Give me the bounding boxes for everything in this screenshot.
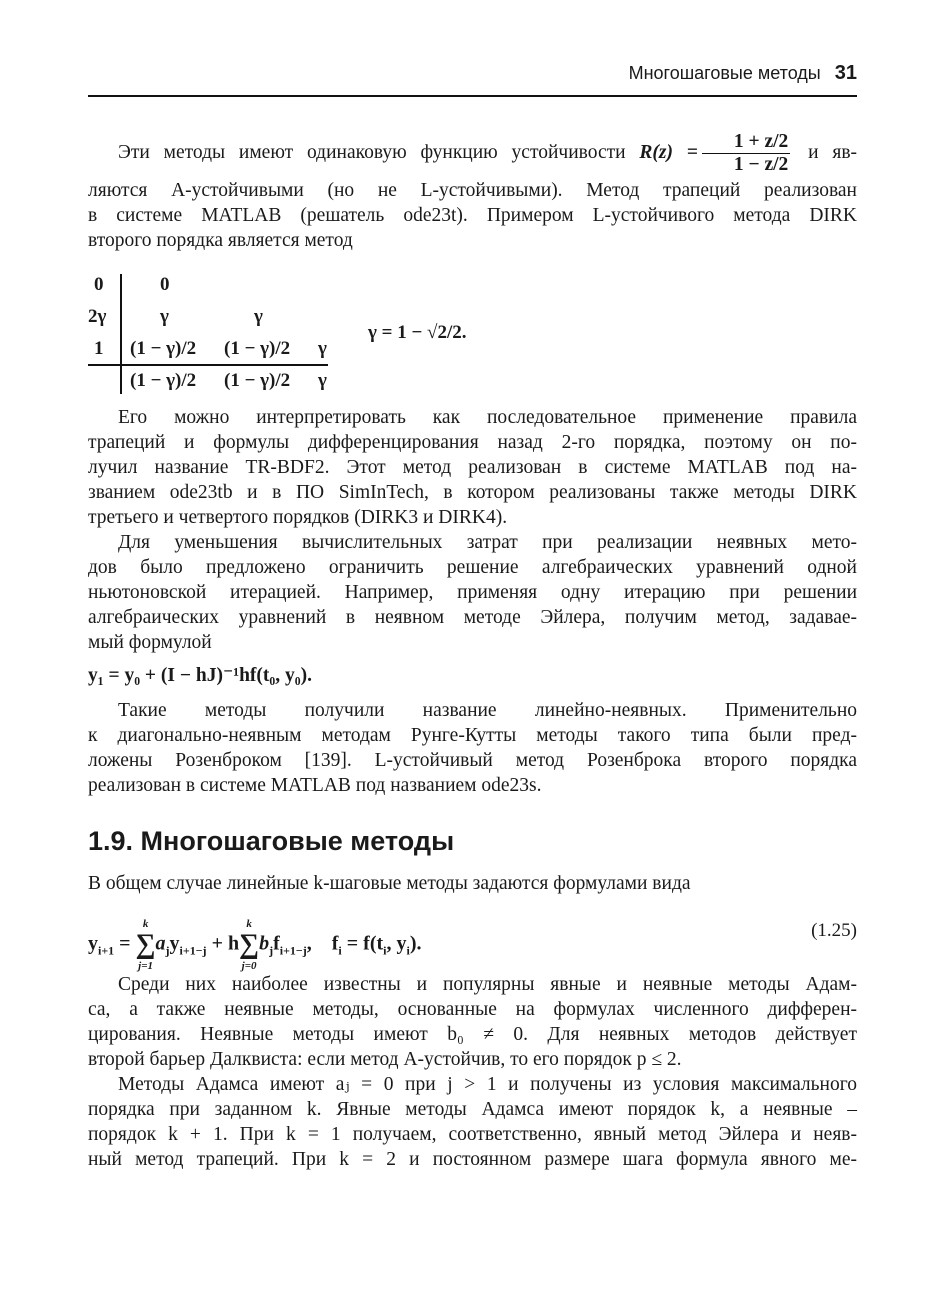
eq-f: f	[273, 932, 280, 955]
text-line: лучил название TR-BDF2. Этот метод реализован в системе MATLAB под на-	[88, 457, 857, 478]
paragraph-6	[88, 972, 857, 1072]
paragraph-5: В общем случае линейные k-шаговые методы задаются формулами вида	[88, 873, 691, 894]
text-line: второй барьер Далквиста: если метод A-устойчив, то его порядок p ≤ 2.	[88, 1049, 682, 1070]
paragraph-2	[88, 405, 857, 530]
eq-y: y	[169, 932, 180, 955]
eq-close: ).	[409, 932, 422, 955]
sum-2-top: k	[246, 918, 252, 930]
eq-y-sub: i+1−j	[179, 943, 207, 958]
eq-f-sub: i+1−j	[279, 943, 307, 958]
sum-2-bottom: j=0	[241, 960, 257, 972]
tableau-b-2: γ	[318, 370, 327, 391]
tableau-vertical-rule	[120, 274, 122, 394]
tableau-a-0-0: 0	[160, 274, 170, 295]
tableau-b-1: (1 − γ)/2	[224, 370, 291, 391]
text-line: мый формулой	[88, 632, 212, 653]
eq-fi-sub: i	[338, 943, 342, 958]
tableau-a-2-1: (1 − γ)/2	[224, 338, 291, 359]
tableau-c-1: 2γ	[88, 306, 107, 327]
eq-equals: =	[114, 932, 136, 955]
eq-plus-h: + h	[206, 932, 240, 955]
gamma-definition: γ = 1 − √2/2.	[368, 322, 467, 343]
euler-formula: y₁ = y₀ + (I − hJ)⁻¹hf(t₀, y₀).	[88, 665, 312, 686]
text-line: в системе MATLAB (решатель ode23t). Примером L-устойчивого метода DIRK	[88, 205, 857, 226]
text-line: цирования. Неявные методы имеют b₀ ≠ 0. Для неявных методов действует	[88, 1024, 857, 1045]
tableau-horizontal-rule	[88, 364, 328, 366]
tableau-a-1-1: γ	[254, 306, 263, 327]
running-head	[629, 62, 857, 90]
text-line: третьего и четвертого порядков (DIRK3 и DIRK4).	[88, 507, 508, 528]
text-line: реализован в системе MATLAB под названием ode23s.	[88, 775, 542, 796]
tableau-c-0: 0	[94, 274, 104, 295]
text-line: алгебраических уравнений в неявном методе Эйлера, получим метод, задавае-	[88, 607, 857, 628]
eq-t-sub: i	[383, 943, 387, 958]
section-heading: 1.9. Многошаговые методы	[88, 826, 455, 856]
header-rule	[88, 95, 857, 97]
text-line: Для уменьшения вычислительных затрат при реализации неявных мето-	[118, 532, 857, 553]
eq-a: a	[155, 932, 166, 955]
eq-y-arg: , y	[386, 932, 407, 955]
text-line: званием ode23tb и в ПО SimInTech, в котором реализованы также методы DIRK	[88, 482, 857, 503]
paragraph-3	[88, 530, 857, 655]
equation-body	[88, 918, 422, 972]
text-line: Среди них наиболее известны и популярны явные и неявные методы Адам-	[118, 974, 857, 995]
tableau-a-1-0: γ	[160, 306, 169, 327]
text-line: к диагонально-неявным методам Рунге-Кутты методы такого типа были пред-	[88, 725, 857, 746]
eq-y-arg-sub: i	[406, 943, 410, 958]
fraction-denominator: 1 − z/2	[733, 154, 789, 176]
text-line: порядок k + 1. При k = 1 получаем, соответственно, явный метод Эйлера и неяв-	[88, 1124, 857, 1145]
page-number: 31	[834, 62, 857, 84]
paragraph-7	[88, 1072, 857, 1172]
paragraph-4	[88, 698, 857, 798]
paragraph-1	[88, 128, 857, 253]
eq-b: b	[259, 932, 270, 955]
sum-symbol-2: k ∑ j=0	[239, 918, 260, 972]
paragraph-1-first-line	[88, 128, 857, 178]
eq-fi: , f	[306, 932, 339, 955]
text-line: дов было предложено ограничить решение алгебраических уравнений одной	[88, 557, 857, 578]
text-line: ньютоновской итерацией. Например, применяя одну итерацию при решении	[88, 582, 857, 603]
text-line: Методы Адамса имеют aⱼ = 0 при j > 1 и получены из условия максимального	[118, 1074, 857, 1095]
eq-b-sub: j	[269, 943, 274, 958]
fraction-numerator: 1 + z/2	[702, 131, 790, 154]
text-line: Такие методы получили название линейно-неявных. Применительно	[118, 700, 857, 721]
text-line: второго порядка является метод	[88, 230, 353, 251]
eq-f-of-t: = f(t	[341, 932, 384, 955]
eq-lhs: y	[88, 932, 98, 955]
text-line: ный метод трапеций. При k = 2 и постоянном размере шага формула явного ме-	[88, 1149, 857, 1170]
text-line: Его можно интерпретировать как последовательное применение правила	[118, 407, 857, 428]
butcher-tableau	[88, 270, 508, 398]
text-line: ложены Розенброком [139]. L-устойчивый метод Розенброка второго порядка	[88, 750, 857, 771]
stability-fraction	[702, 131, 790, 176]
text-line: ляются A-устойчивыми (но не L-устойчивыми). Метод трапеций реализован	[88, 180, 857, 201]
paragraph-1-tail: и яв-	[808, 142, 858, 163]
tableau-a-2-0: (1 − γ)/2	[130, 338, 197, 359]
text-line: порядка при заданном k. Явные методы Адамса имеют порядок k, а неявные –	[88, 1099, 857, 1120]
text-line: са, а также неявные методы, основанные на формулах численного дифферен-	[88, 999, 857, 1020]
sum-1-bottom: j=1	[138, 960, 153, 972]
equation-1-25	[88, 906, 857, 972]
sum-1-top: k	[142, 918, 149, 930]
sum-symbol-1: k ∑ j=1	[135, 918, 156, 972]
text-line: трапеций и формулы дифференцирования назад 2-го порядка, поэтому он по-	[88, 432, 857, 453]
tableau-a-2-2: γ	[318, 338, 327, 359]
eq-lhs-sub: i+1	[98, 943, 115, 958]
tableau-c-2: 1	[94, 338, 104, 359]
tableau-b-0: (1 − γ)/2	[130, 370, 197, 391]
stability-function: R(z) =	[639, 142, 698, 163]
paragraph-1-lead: Эти методы имеют одинаковую функцию устойчивости	[118, 142, 626, 163]
eq-a-sub: j	[165, 943, 170, 958]
running-title: Многошаговые методы	[628, 63, 821, 83]
equation-number: (1.25)	[811, 920, 857, 941]
